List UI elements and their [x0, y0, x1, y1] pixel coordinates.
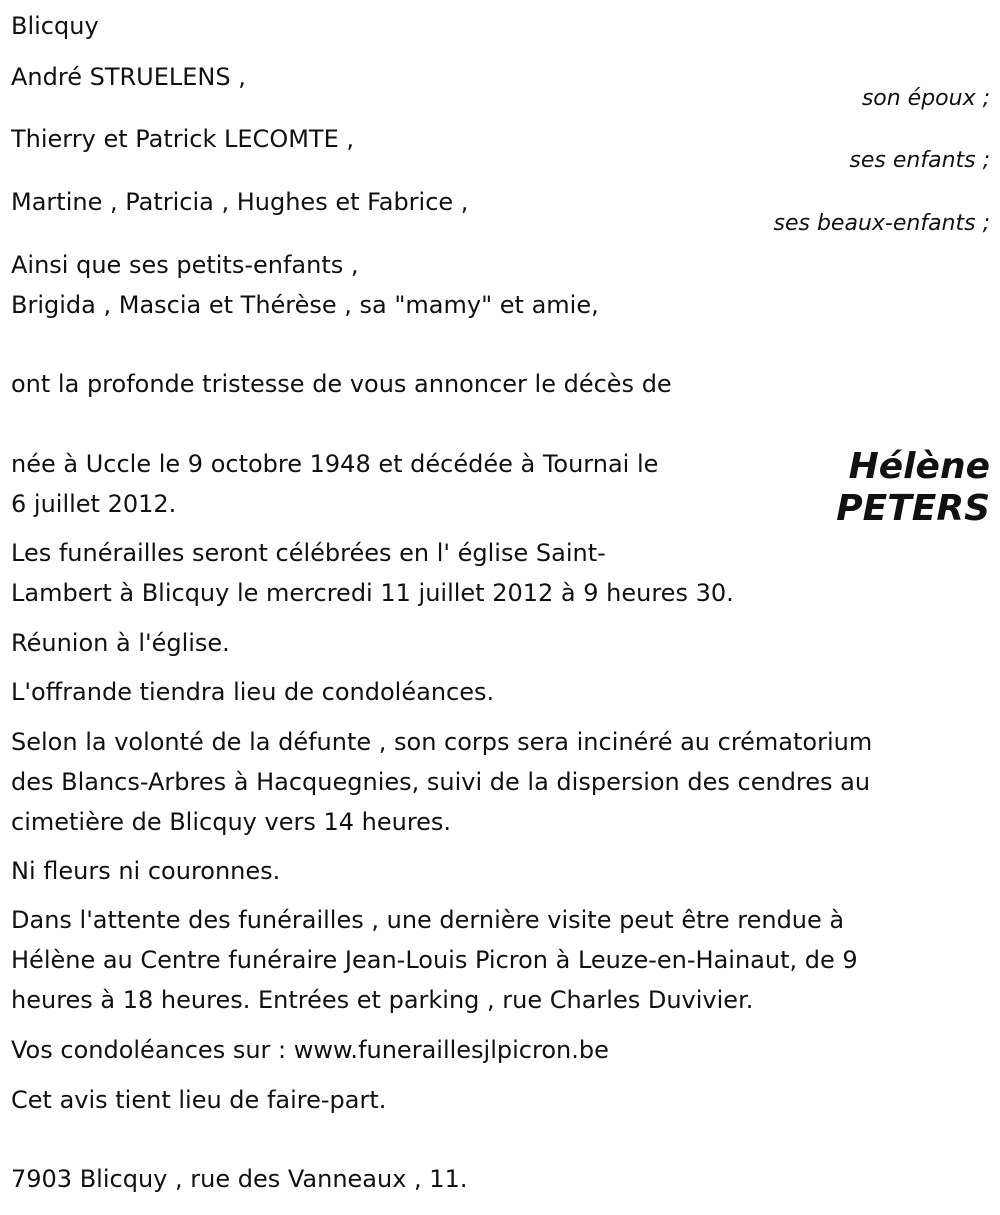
spouse-role: son époux ;: [861, 86, 990, 111]
visit-line-2: Hélène au Centre funéraire Jean-Louis Picron à Leuze-en-Hainaut, de 9: [11, 946, 858, 974]
deceased-first-name: Hélène: [848, 446, 990, 487]
cremation-line-1: Selon la volonté de la défunte , son corps sera incinéré au crématorium: [11, 728, 873, 756]
birth-death-line-1: née à Uccle le 9 octobre 1948 et décédée à Tournai le: [11, 450, 659, 478]
cremation-line-3: cimetière de Blicquy vers 14 heures.: [11, 808, 452, 836]
stepchildren-names: Martine , Patricia , Hughes et Fabrice ,: [11, 188, 469, 216]
no-flowers-text: Ni fleurs ni couronnes.: [11, 857, 281, 885]
condolences-text: Vos condoléances sur : www.funeraillesjlpicron.be: [11, 1036, 609, 1064]
notice-text: Cet avis tient lieu de faire-part.: [11, 1086, 387, 1114]
deceased-name: [836, 446, 990, 530]
spouse-name: André STRUELENS ,: [11, 63, 246, 91]
children-names: Thierry et Patrick LECOMTE ,: [11, 125, 354, 153]
stepchildren-role: ses beaux-enfants ;: [773, 211, 990, 236]
grandchildren-line-2: Brigida , Mascia et Thérèse , sa "mamy" et amie,: [11, 291, 599, 319]
grandchildren-line-1: Ainsi que ses petits-enfants ,: [11, 251, 359, 279]
place-name: Blicquy: [11, 12, 99, 40]
visit-line-1: Dans l'attente des funérailles , une dernière visite peut être rendue à: [11, 906, 845, 934]
birth-death-line-2: 6 juillet 2012.: [11, 490, 177, 518]
children-role: ses enfants ;: [849, 148, 990, 173]
funeral-line-1: Les funérailles seront célébrées en l' église Saint-: [11, 539, 606, 567]
deceased-last-name: PETERS: [836, 488, 990, 529]
funeral-line-2: Lambert à Blicquy le mercredi 11 juillet 2012 à 9 heures 30.: [11, 579, 734, 607]
announcement-text: ont la profonde tristesse de vous annoncer le décès de: [11, 370, 672, 398]
address-text: 7903 Blicquy , rue des Vanneaux , 11.: [11, 1165, 468, 1193]
offering-text: L'offrande tiendra lieu de condoléances.: [11, 678, 495, 706]
visit-line-3: heures à 18 heures. Entrées et parking , rue Charles Duvivier.: [11, 986, 754, 1014]
cremation-line-2: des Blancs-Arbres à Hacquegnies, suivi de la dispersion des cendres au: [11, 768, 871, 796]
meeting-text: Réunion à l'église.: [11, 629, 230, 657]
